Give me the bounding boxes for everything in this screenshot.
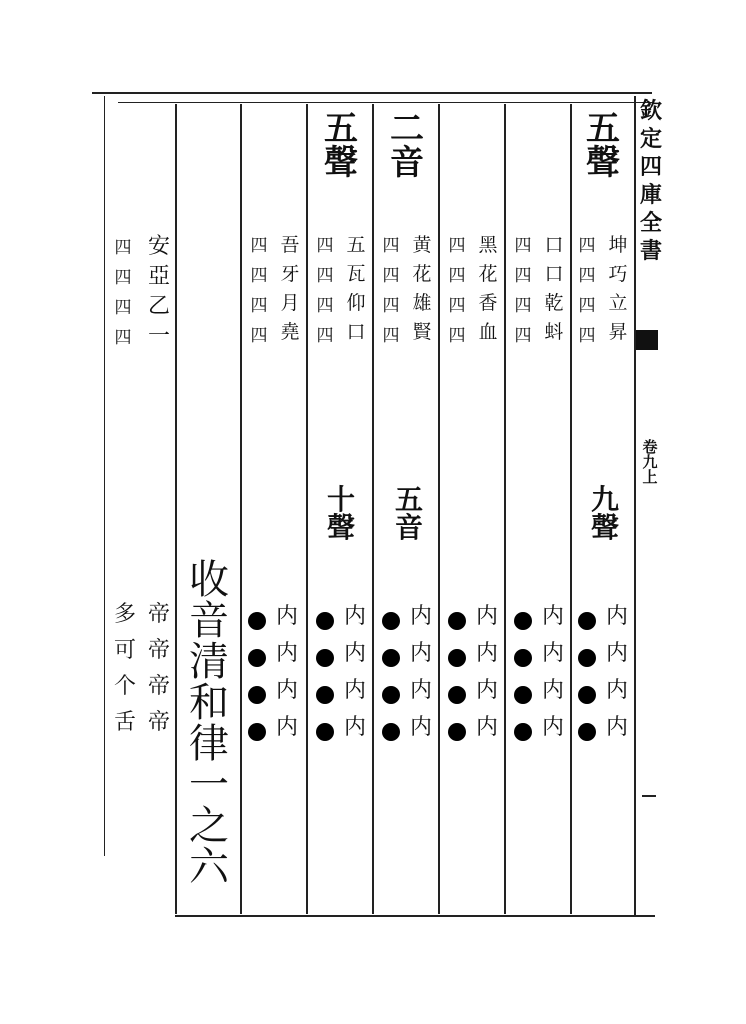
dot [514,686,532,704]
left-bottom-b: 多 可 个 舌 [113,602,136,735]
margin-volume: 卷 九 上 [642,438,658,486]
dot [382,612,400,630]
dot [578,612,596,630]
dot [514,612,532,630]
dot [448,723,466,741]
c6-row1b: 四 四 四 四 [250,236,268,346]
c4-row1b: 四 四 四 四 [382,236,400,346]
c5-dot-labels: 内 内 内 内 [343,604,366,740]
dot [514,723,532,741]
left-top-b: 四 四 四 四 [114,238,132,348]
divider [240,104,242,914]
c1-header: 五 聲 [586,109,620,183]
fish-tail-mark [636,330,658,350]
dot [248,649,266,667]
dot [448,649,466,667]
dot [382,649,400,667]
c2-dots [514,612,532,760]
section-title: 收 音 清 和 律 一 之 六 [189,557,229,890]
c4-dots [382,612,400,760]
outer-right-border [634,96,636,916]
dot [248,723,266,741]
divider [504,104,506,914]
dot [578,686,596,704]
dot [514,649,532,667]
dot [248,686,266,704]
c1-row1b: 四 四 四 四 [578,236,596,346]
left-top-a: 安 亞 乙 一 [147,234,170,349]
dot [578,649,596,667]
bottom-rule [175,915,655,917]
dot [382,723,400,741]
top-inner-rule [118,102,652,103]
divider [306,104,308,914]
c1-dots [578,612,596,760]
c6-dots [248,612,266,760]
c3-row1a: 黑 花 香 血 [478,234,498,343]
c4-lower: 五 音 [394,483,423,544]
c3-dot-labels: 内 内 内 内 [475,604,498,740]
outer-left-border [104,96,105,856]
dot [316,723,334,741]
c5-header: 五 聲 [324,109,358,183]
c2-row1a: 口 口 乾 蚪 [544,234,564,343]
dot [578,723,596,741]
c2-dot-labels: 内 内 内 内 [541,604,564,740]
dot [248,612,266,630]
dot [448,612,466,630]
divider [438,104,440,914]
dot [382,686,400,704]
c2-row1b: 四 四 四 四 [514,236,532,346]
c3-dots [448,612,466,760]
dot [316,612,334,630]
divider [175,104,177,914]
c4-dot-labels: 内 内 内 内 [409,604,432,740]
c5-dots [316,612,334,760]
c3-row1b: 四 四 四 四 [448,236,466,346]
c4-header: 二 音 [390,109,424,183]
divider [372,104,374,914]
divider [570,104,572,914]
c5-row1a: 五 瓦 仰 口 [346,234,366,343]
margin-tick [642,795,656,797]
dot [448,686,466,704]
top-rule [92,92,652,94]
margin-book-title: 欽 定 四 庫 全 書 [639,98,662,264]
c1-lower: 九 聲 [590,483,619,544]
dot [316,649,334,667]
left-bottom-a: 帝 帝 帝 帝 [147,602,170,735]
c6-row1a: 吾 牙 月 堯 [280,234,300,343]
dot [316,686,334,704]
c1-dot-labels: 内 内 内 内 [605,604,628,740]
c1-row1a: 坤 巧 立 昇 [608,234,628,343]
c5-row1b: 四 四 四 四 [316,236,334,346]
c4-row1a: 黄 花 雄 賢 [412,234,432,343]
c6-dot-labels: 内 内 内 内 [275,604,298,740]
c5-lower: 十 聲 [326,483,355,544]
